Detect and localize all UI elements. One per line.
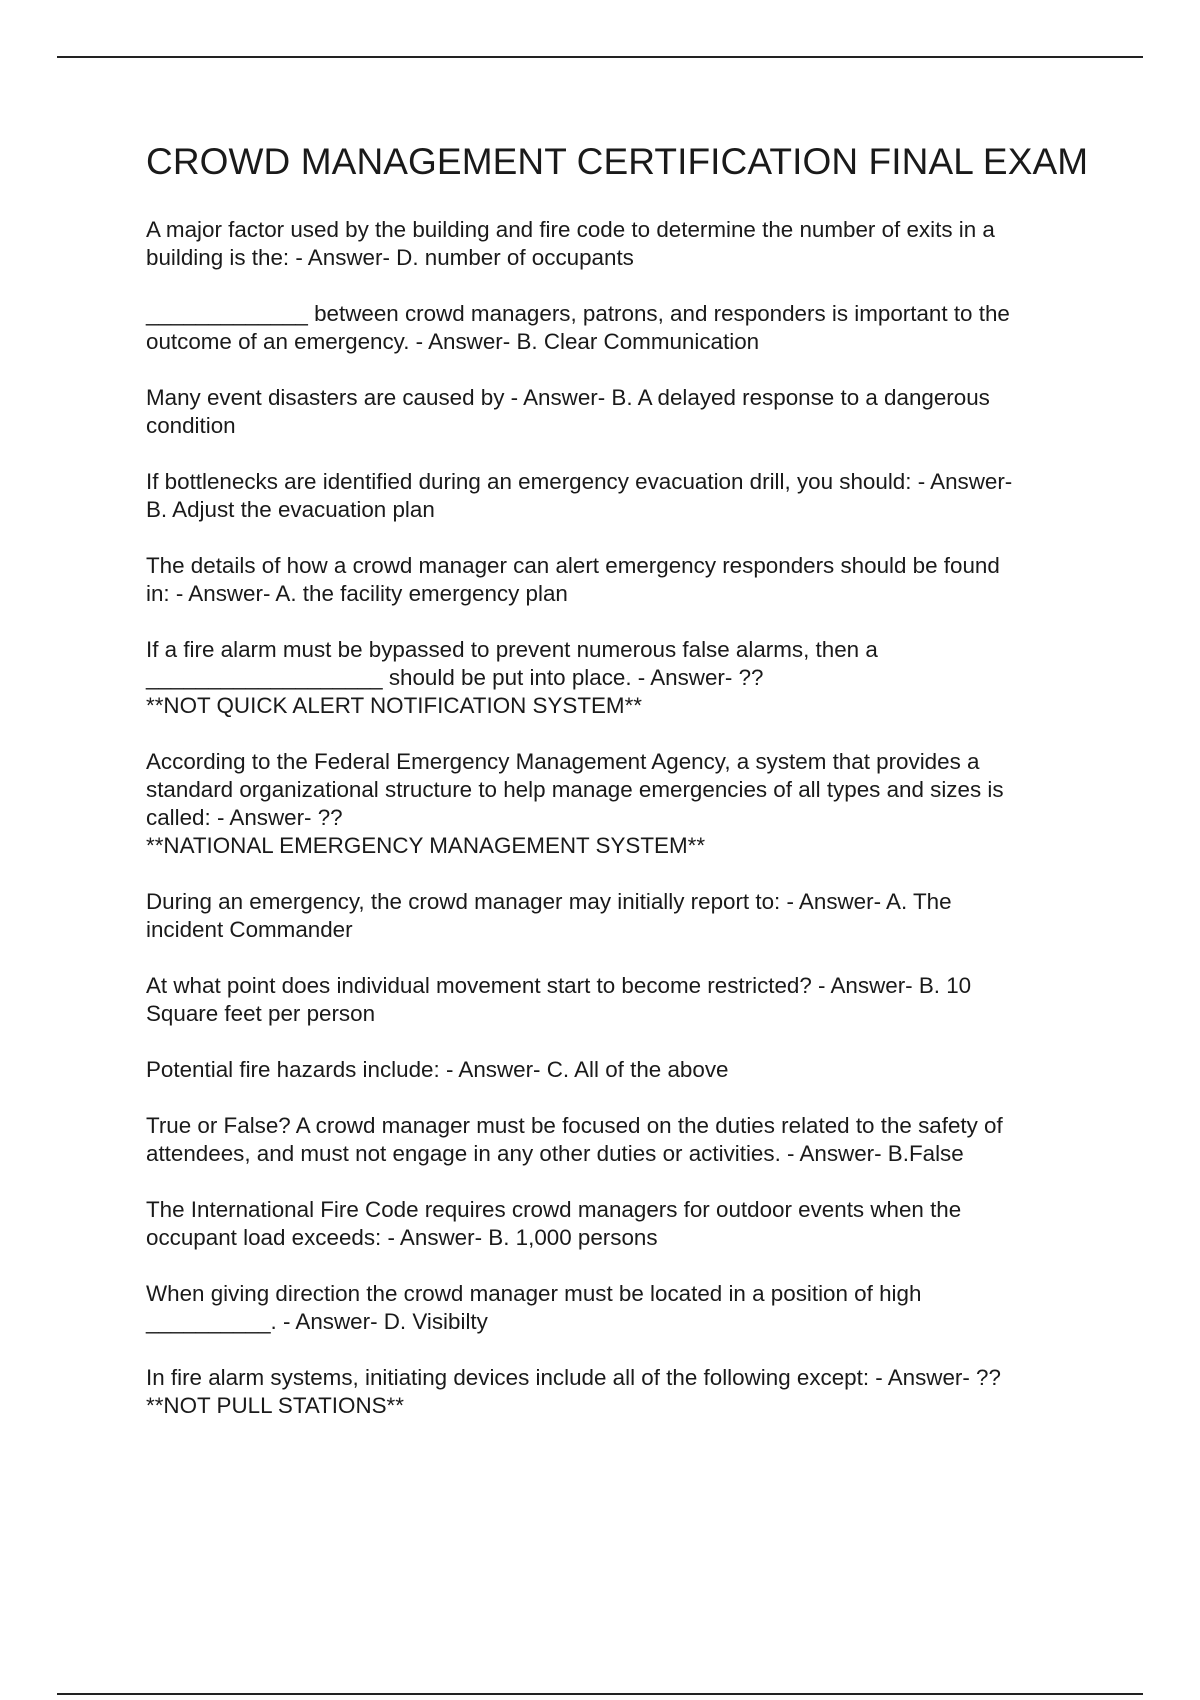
question-item	[146, 888, 1086, 944]
question-text-line: _____________ between crowd managers, patrons, and responders is important to the	[146, 301, 1010, 327]
question-item	[146, 636, 1086, 720]
question-text-line: In fire alarm systems, initiating devices include all of the following except: - Answer- ??	[146, 1365, 1001, 1391]
question-item	[146, 1364, 1086, 1420]
question-item	[146, 972, 1086, 1028]
question-text-line: The International Fire Code requires crowd managers for outdoor events when the	[146, 1197, 962, 1223]
question-text-line: Potential fire hazards include: - Answer- C. All of the above	[146, 1057, 729, 1083]
question-text-line: A major factor used by the building and fire code to determine the number of exits in a	[146, 217, 995, 243]
question-text-line: incident Commander	[146, 917, 353, 943]
question-text-line: True or False? A crowd manager must be focused on the duties related to the safety of	[146, 1113, 1003, 1139]
question-text-line: When giving direction the crowd manager must be located in a position of high	[146, 1281, 922, 1307]
question-list	[146, 216, 1086, 1420]
question-item	[146, 300, 1086, 356]
question-item	[146, 1112, 1086, 1168]
top-divider	[57, 56, 1143, 58]
question-item	[146, 1056, 1086, 1084]
question-item	[146, 1196, 1086, 1252]
question-text-line: outcome of an emergency. - Answer- B. Clear Communication	[146, 329, 760, 355]
question-text-line: At what point does individual movement start to become restricted? - Answer- B. 10	[146, 973, 972, 999]
question-text-line: called: - Answer- ??	[146, 805, 343, 831]
question-text-line: If a fire alarm must be bypassed to prevent numerous false alarms, then a	[146, 637, 878, 663]
question-text-line: building is the: - Answer- D. number of occupants	[146, 245, 634, 271]
question-text-line: Square feet per person	[146, 1001, 376, 1027]
question-text-line: in: - Answer- A. the facility emergency plan	[146, 581, 568, 607]
question-item	[146, 552, 1086, 608]
question-text-line: During an emergency, the crowd manager may initially report to: - Answer- A. The	[146, 889, 952, 915]
question-text-line: standard organizational structure to help manage emergencies of all types and sizes is	[146, 777, 1004, 803]
question-text-line: Many event disasters are caused by - Answer- B. A delayed response to a dangerous	[146, 385, 990, 411]
question-text-line: occupant load exceeds: - Answer- B. 1,000 persons	[146, 1225, 658, 1251]
question-item	[146, 748, 1086, 860]
document-title: CROWD MANAGEMENT CERTIFICATION FINAL EXAM	[146, 141, 1089, 182]
question-item	[146, 384, 1086, 440]
question-text-line: If bottlenecks are identified during an emergency evacuation drill, you should: - Answer-	[146, 469, 1013, 495]
document-body	[146, 140, 1089, 1448]
bottom-divider	[57, 1693, 1143, 1695]
question-text-line: According to the Federal Emergency Management Agency, a system that provides a	[146, 749, 980, 775]
question-text-line: attendees, and must not engage in any other duties or activities. - Answer- B.False	[146, 1141, 964, 1167]
question-item	[146, 216, 1086, 272]
question-text-line: **NOT QUICK ALERT NOTIFICATION SYSTEM**	[146, 693, 643, 719]
question-text-line: ___________________ should be put into place. - Answer- ??	[146, 665, 764, 691]
question-item	[146, 1280, 1086, 1336]
question-text-line: **NATIONAL EMERGENCY MANAGEMENT SYSTEM**	[146, 833, 706, 859]
question-item	[146, 468, 1086, 524]
question-text-line: __________. - Answer- D. Visibilty	[146, 1309, 488, 1335]
question-text-line: B. Adjust the evacuation plan	[146, 497, 435, 523]
question-text-line: The details of how a crowd manager can alert emergency responders should be found	[146, 553, 1000, 579]
question-text-line: condition	[146, 413, 236, 439]
question-text-line: **NOT PULL STATIONS**	[146, 1393, 404, 1419]
